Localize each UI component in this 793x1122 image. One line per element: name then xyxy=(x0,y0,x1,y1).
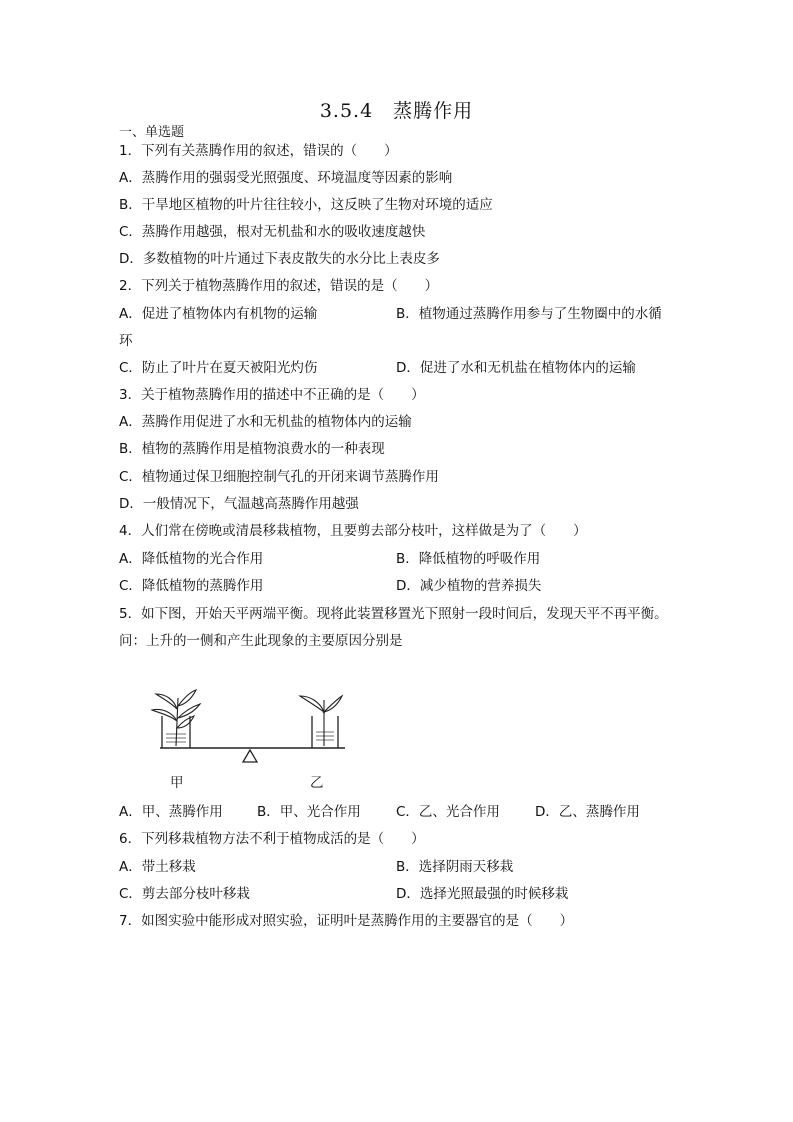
q3-option-a[interactable]: A．蒸腾作用促进了水和无机盐的植物体内的运输 xyxy=(119,414,412,430)
q6-stem: 6．下列移栽植物方法不利于植物成活的是（ ） xyxy=(119,831,425,847)
q3-option-c[interactable]: C．植物通过保卫细胞控制气孔的开闭来调节蒸腾作用 xyxy=(119,469,439,485)
q5-option-d[interactable]: D．乙、蒸腾作用 xyxy=(535,804,640,820)
section-heading: 一、单选题 xyxy=(119,125,185,140)
right-plant xyxy=(300,696,342,746)
right-beaker xyxy=(312,716,338,748)
q5-option-b[interactable]: B．甲、光合作用 xyxy=(257,804,361,820)
q2-option-d[interactable]: D．促进了水和无机盐在植物体内的运输 xyxy=(396,360,636,376)
q3-option-d[interactable]: D．一般情况下，气温越高蒸腾作用越强 xyxy=(119,496,359,512)
q1-option-a[interactable]: A．蒸腾作用的强弱受光照强度、环境温度等因素的影响 xyxy=(119,170,453,186)
q1-option-d[interactable]: D．多数植物的叶片通过下表皮散失的水分比上表皮多 xyxy=(119,251,440,267)
q5-stem: 5．如下图，开始天平两端平衡。现将此装置移置光下照射一段时间后，发现天平不再平衡。 xyxy=(119,606,668,622)
q2-option-b[interactable]: B．植物通过蒸腾作用参与了生物圈中的水循 xyxy=(396,306,662,322)
q6-option-c[interactable]: C．剪去部分枝叶移栽 xyxy=(119,886,250,902)
balance-figure xyxy=(140,676,360,796)
left-plant xyxy=(152,690,200,746)
q5-stem-question: 问：上升的一侧和产生此现象的主要原因分别是 xyxy=(119,633,403,649)
q1-option-c[interactable]: C．蒸腾作用越强，根对无机盐和水的吸收速度越快 xyxy=(119,224,426,240)
q5-option-a[interactable]: A．甲、蒸腾作用 xyxy=(119,804,223,820)
q4-option-d[interactable]: D．减少植物的营养损失 xyxy=(396,578,542,594)
q6-option-a[interactable]: A．带土移栽 xyxy=(119,859,196,875)
q6-option-d[interactable]: D．选择光照最强的时候移栽 xyxy=(396,886,569,902)
q4-option-a[interactable]: A．降低植物的光合作用 xyxy=(119,551,264,567)
q3-option-b[interactable]: B．植物的蒸腾作用是植物浪费水的一种表现 xyxy=(119,441,385,457)
page-title: 3.5.4 蒸腾作用 xyxy=(319,100,474,122)
label-jia: 甲 xyxy=(170,775,184,791)
q2-stem: 2．下列关于植物蒸腾作用的叙述，错误的是（ ） xyxy=(119,278,439,294)
balance-fulcrum xyxy=(243,750,257,762)
q7-stem: 7．如图实验中能形成对照实验，证明叶是蒸腾作用的主要器官的是（ ） xyxy=(119,913,574,929)
q1-stem: 1．下列有关蒸腾作用的叙述，错误的（ ） xyxy=(119,143,398,159)
q4-option-b[interactable]: B．降低植物的呼吸作用 xyxy=(396,551,541,567)
q2-option-b-continued: 环 xyxy=(119,333,133,349)
q4-stem: 4．人们常在傍晚或清晨移栽植物，且要剪去部分枝叶，这样做是为了（ ） xyxy=(119,523,587,539)
label-yi: 乙 xyxy=(310,775,324,791)
q1-option-b[interactable]: B．干旱地区植物的叶片往往较小，这反映了生物对环境的适应 xyxy=(119,197,493,213)
q3-stem: 3．关于植物蒸腾作用的描述中不正确的是（ ） xyxy=(119,387,425,403)
q4-option-c[interactable]: C．降低植物的蒸腾作用 xyxy=(119,578,264,594)
q2-option-c[interactable]: C．防止了叶片在夏天被阳光灼伤 xyxy=(119,360,318,376)
q6-option-b[interactable]: B．选择阴雨天移栽 xyxy=(396,859,514,875)
q5-option-c[interactable]: C．乙、光合作用 xyxy=(396,804,500,820)
q2-option-a[interactable]: A．促进了植物体内有机物的运输 xyxy=(119,306,318,322)
